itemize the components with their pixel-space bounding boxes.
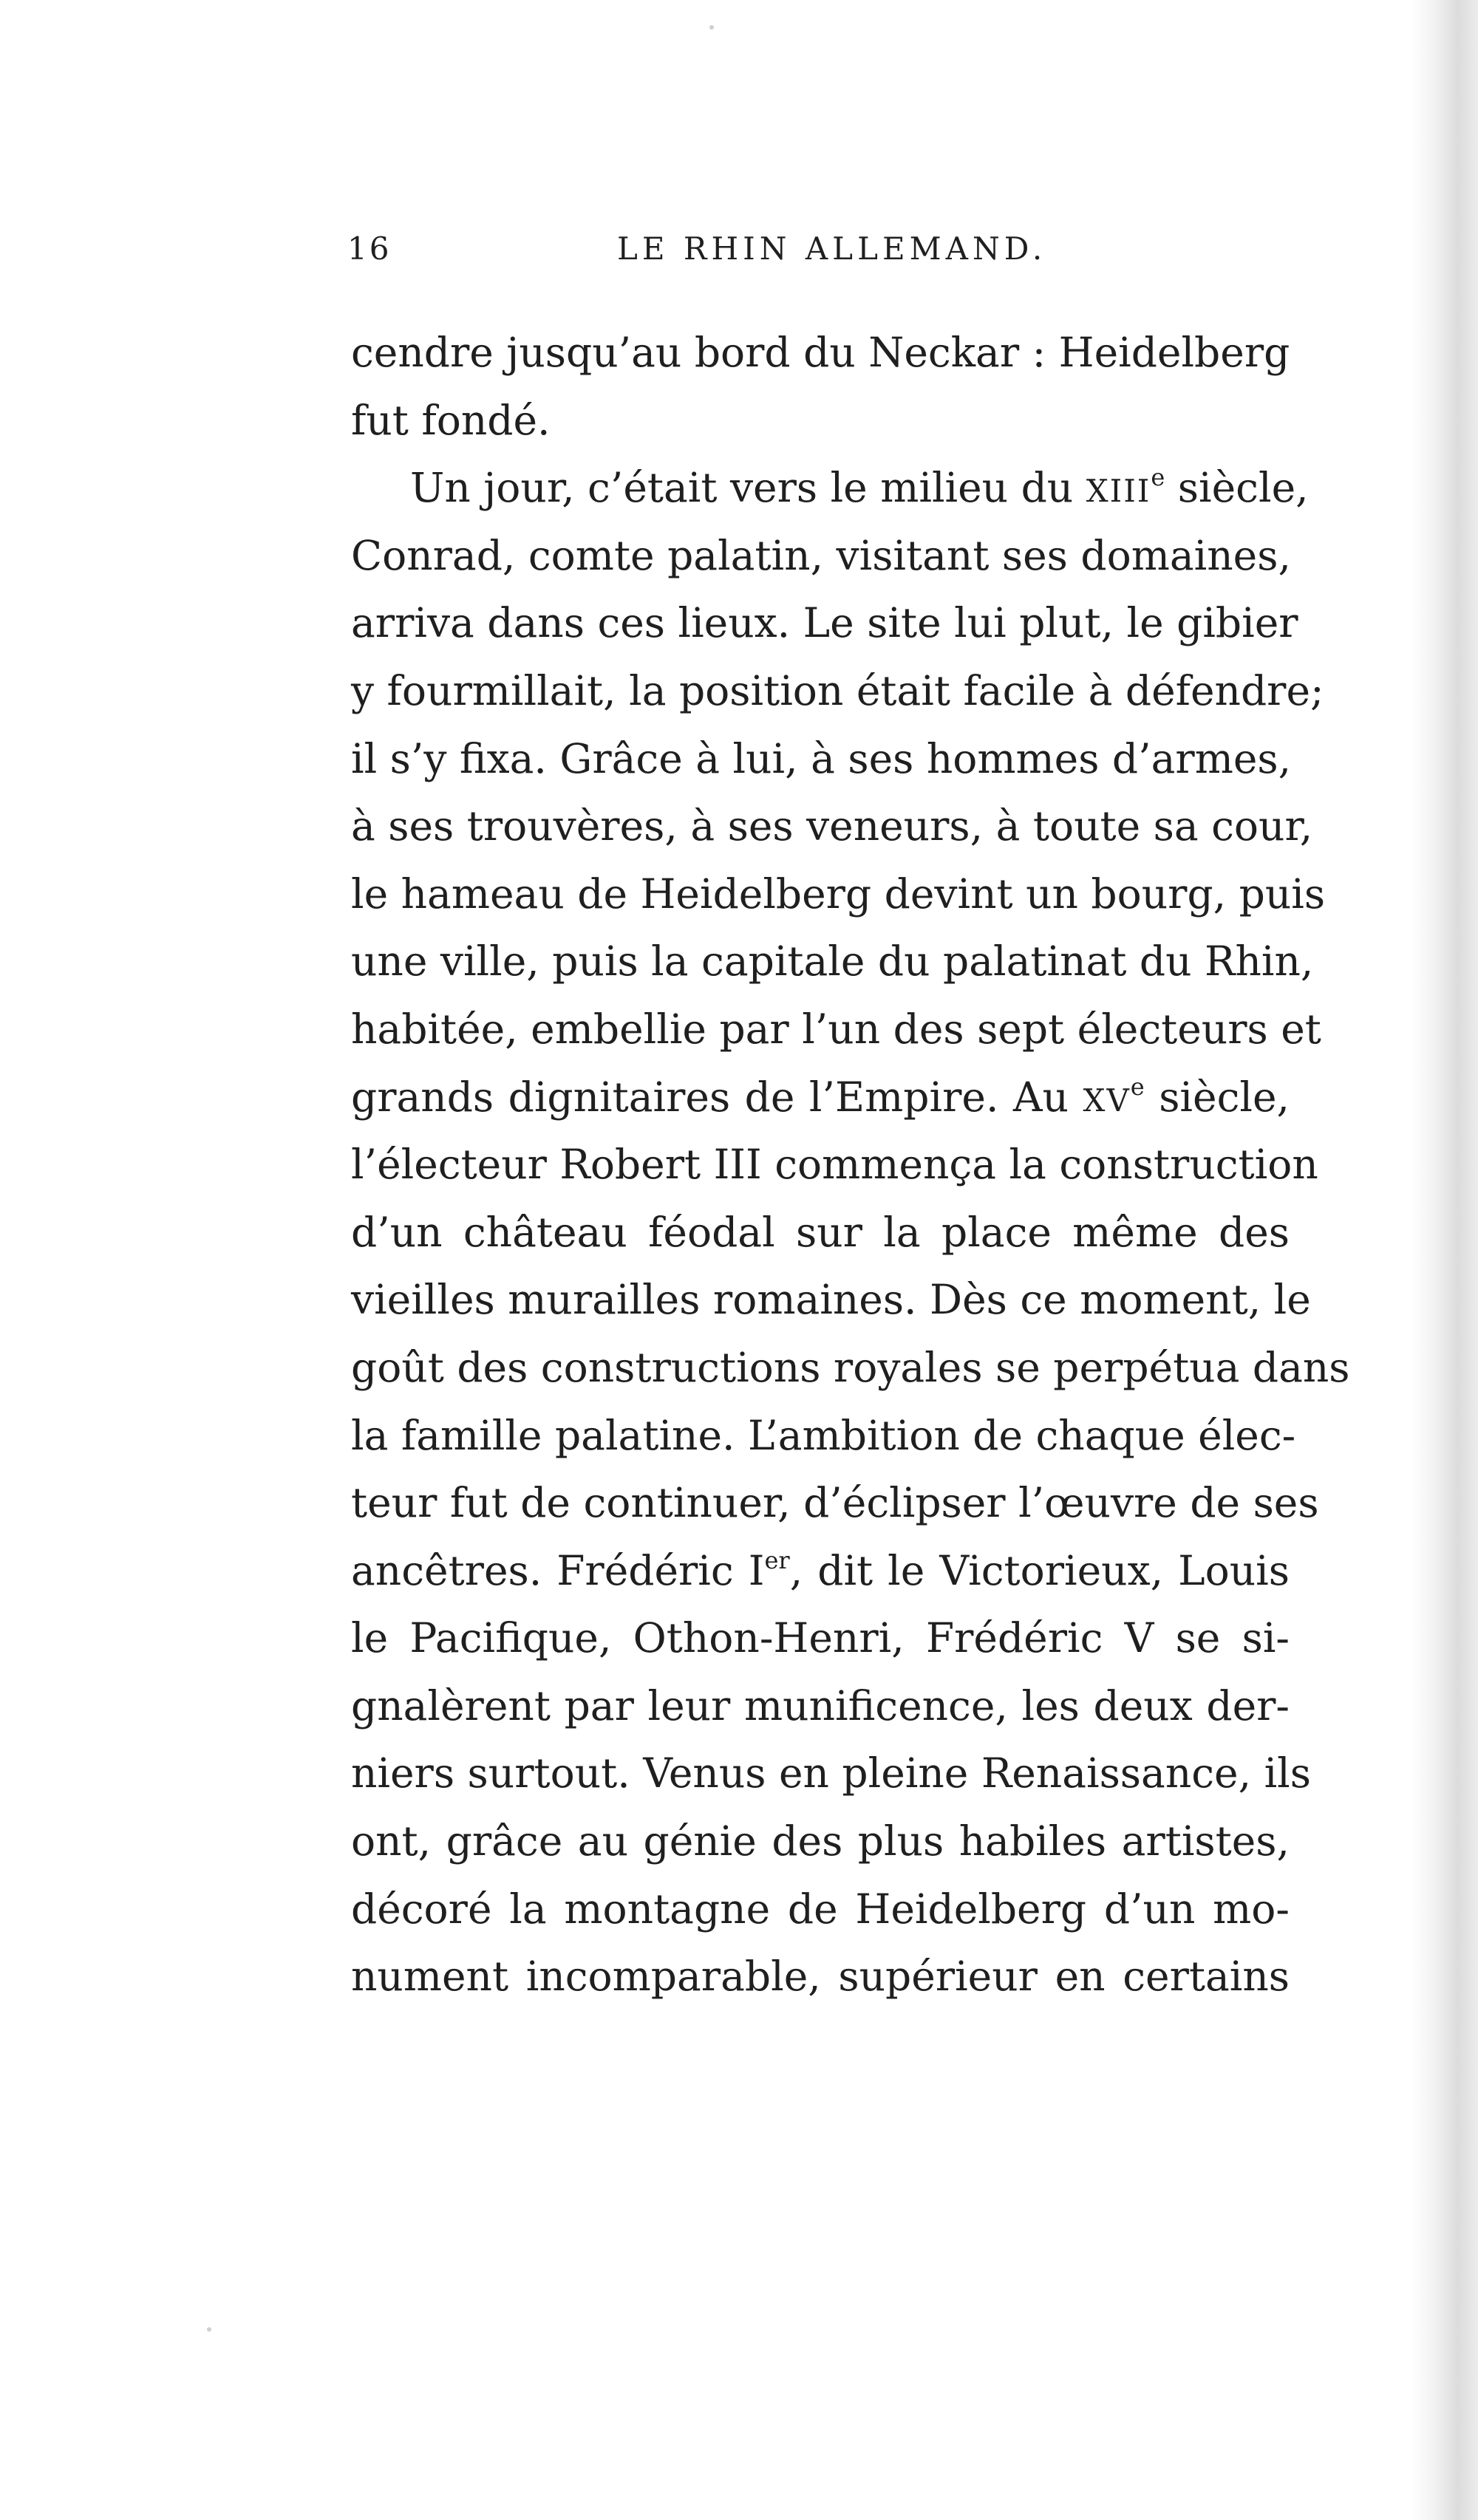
text-fragment: siècle, — [1144, 1073, 1290, 1121]
text-line: nument incomparable, supérieur en certains — [351, 1953, 1290, 2001]
text-line: niers surtout. Venus en pleine Renaissance, ils — [351, 1749, 1311, 1797]
page-number: 16 — [347, 231, 392, 267]
page-edge-shadow — [1411, 0, 1478, 2520]
superscript: er — [764, 1546, 790, 1574]
running-head — [347, 231, 1308, 275]
text-line: arriva dans ces lieux. Le site lui plut, le gibier — [351, 599, 1298, 647]
superscript: e — [1130, 1072, 1145, 1101]
running-title: LE RHIN ALLEMAND. — [617, 231, 1047, 267]
text-line: la famille palatine. L’ambition de chaque élec- — [351, 1411, 1296, 1459]
text-line: gnalèrent par leur munificence, les deux der- — [351, 1681, 1290, 1729]
century-numeral: XIII — [1086, 473, 1151, 510]
text-line: cendre jusqu’au bord du Neckar : Heidelberg — [351, 329, 1290, 376]
text-line — [351, 1064, 1290, 1132]
text-fragment: ancêtres. Frédéric I — [351, 1546, 765, 1594]
century-numeral: XV — [1083, 1082, 1131, 1119]
text-line: ont, grâce au génie des plus habiles artistes, — [351, 1817, 1290, 1865]
paper-speck — [709, 25, 714, 30]
text-fragment: grands dignitaires de l’Empire. Au — [351, 1073, 1083, 1121]
text-line — [351, 454, 1309, 522]
text-line: décoré la montagne de Heidelberg d’un mo- — [351, 1885, 1290, 1933]
text-line: une ville, puis la capitale du palatinat du Rhin, — [351, 938, 1314, 986]
body-text — [351, 319, 1350, 2011]
text-line: à ses trouvères, à ses veneurs, à toute sa cour, — [351, 802, 1313, 850]
text-line: teur fut de continuer, d’éclipser l’œuvre de ses — [351, 1479, 1319, 1527]
text-line: fut fondé. — [351, 396, 551, 444]
text-line — [351, 1537, 1290, 1605]
text-line: il s’y fixa. Grâce à lui, à ses hommes d’armes, — [351, 734, 1292, 782]
paper-speck — [207, 2327, 211, 2332]
text-fragment: siècle, — [1165, 464, 1309, 512]
text-line: l’électeur Robert III commença la construction — [351, 1141, 1318, 1189]
text-line: Conrad, comte palatin, visitant ses domaines, — [351, 531, 1291, 579]
text-line: le Pacifique, Othon-Henri, Frédéric V se si- — [351, 1614, 1290, 1662]
text-line: d’un château féodal sur la place même des — [351, 1208, 1290, 1256]
text-line: le hameau de Heidelberg devint un bourg, puis — [351, 870, 1326, 918]
text-line: habitée, embellie par l’un des sept électeurs et — [351, 1005, 1321, 1053]
text-line: vieilles murailles romaines. Dès ce moment, le — [351, 1276, 1311, 1324]
text-fragment: Un jour, c’était vers le milieu du — [410, 464, 1086, 512]
text-line: y fourmillait, la position était facile à défendre; — [351, 666, 1324, 714]
text-line: goût des constructions royales se perpétua dans — [351, 1343, 1350, 1391]
text-fragment: , dit le Victorieux, Louis — [789, 1546, 1290, 1594]
superscript: e — [1151, 463, 1165, 492]
